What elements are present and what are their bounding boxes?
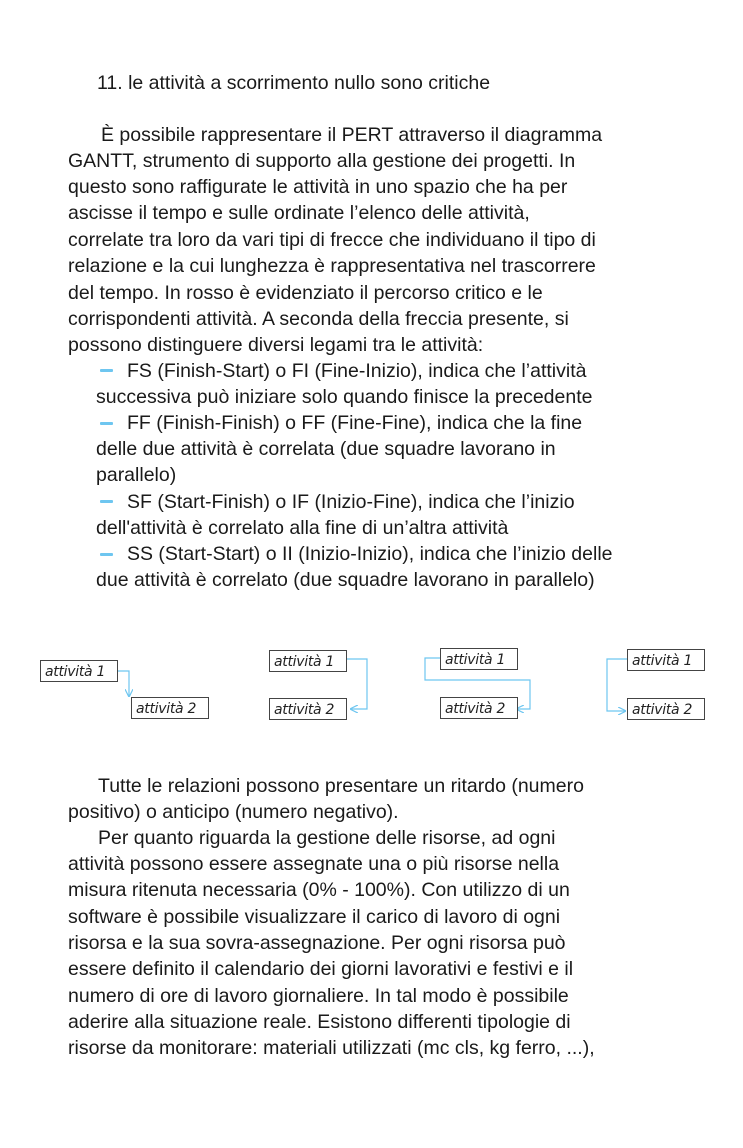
text-line: possono distinguere diversi legami tra le attività: <box>68 334 484 356</box>
ff-activity-2-box: attività 2 <box>269 698 347 720</box>
text-line: correlate tra loro da vari tipi di frecce che individuano il tipo di <box>68 229 596 251</box>
text-line: È possibile rappresentare il PERT attraverso il diagramma <box>101 124 603 146</box>
fs-activity-2-box: attività 2 <box>131 697 209 719</box>
dash-bullet-icon <box>100 500 113 503</box>
text-line: risorse da monitorare: materiali utilizzati (mc cls, kg ferro, ...), <box>68 1037 595 1059</box>
text-line: corrispondenti attività. A seconda della freccia presente, si <box>68 308 569 330</box>
dash-bullet-icon <box>100 422 113 425</box>
bullet-line: parallelo) <box>96 464 177 486</box>
ss-arrow <box>607 659 627 711</box>
ss-activity-1-box: attività 1 <box>627 649 705 671</box>
text-line: ascisse il tempo e sulle ordinate l’elenco delle attività, <box>68 202 530 224</box>
text-line: misura ritenuta necessaria (0% - 100%). Con utilizzo di un <box>68 879 570 901</box>
text-line: GANTT, strumento di supporto alla gestione dei progetti. In <box>68 150 576 172</box>
text-line: essere definito il calendario dei giorni lavorativi e festivi e il <box>68 958 574 980</box>
text-line: risorsa e la sua sovra-assegnazione. Per ogni risorsa può <box>68 932 566 954</box>
bullet-line: successiva può iniziare solo quando finisce la precedente <box>96 386 593 408</box>
fs-arrow <box>117 671 129 696</box>
text-line: aderire alla situazione reale. Esistono differenti tipologie di <box>68 1011 571 1033</box>
sf-activity-2-box: attività 2 <box>440 697 518 719</box>
text-line: positivo) o anticipo (numero negativo). <box>68 801 399 823</box>
arrows-svg <box>0 630 743 740</box>
fs-activity-1-box: attività 1 <box>40 660 118 682</box>
bullet-line: due attività è correlato (due squadre lavorano in parallelo) <box>96 569 595 591</box>
text-line: attività possono essere assegnate una o più risorse nella <box>68 853 560 875</box>
ff-arrow <box>347 659 367 709</box>
ff-activity-1-box: attività 1 <box>269 650 347 672</box>
bullet-line: SF (Start-Finish) o IF (Inizio-Fine), indica che l’inizio <box>127 491 575 513</box>
text-line: Per quanto riguarda la gestione delle risorse, ad ogni <box>98 827 556 849</box>
list-item-11: 11. le attività a scorrimento nullo sono critiche <box>97 72 491 94</box>
text-line: relazione e la cui lunghezza è rappresentativa nel trascorrere <box>68 255 596 277</box>
dash-bullet-icon <box>100 553 113 556</box>
bullet-line: FF (Finish-Finish) o FF (Fine-Fine), indica che la fine <box>127 412 583 434</box>
bullet-line: FS (Finish-Start) o FI (Fine-Inizio), indica che l’attività <box>127 360 587 382</box>
sf-activity-1-box: attività 1 <box>440 648 518 670</box>
relation-types-diagram <box>0 630 743 740</box>
bullet-line: SS (Start-Start) o II (Inizio-Inizio), indica che l’inizio delle <box>127 543 613 565</box>
bullet-line: delle due attività è correlata (due squadre lavorano in <box>96 438 556 460</box>
text-line: questo sono raffigurate le attività in uno spazio che ha per <box>68 176 568 198</box>
ss-activity-2-box: attività 2 <box>627 698 705 720</box>
text-line: Tutte le relazioni possono presentare un ritardo (numero <box>98 775 584 797</box>
bullet-line: dell'attività è correlato alla fine di un’altra attività <box>96 517 509 539</box>
text-line: software è possibile visualizzare il carico di lavoro di ogni <box>68 906 561 928</box>
text-line: numero di ore di lavoro giornaliere. In tal modo è possibile <box>68 985 569 1007</box>
text-line: del tempo. In rosso è evidenziato il percorso critico e le <box>68 282 543 304</box>
dash-bullet-icon <box>100 369 113 372</box>
